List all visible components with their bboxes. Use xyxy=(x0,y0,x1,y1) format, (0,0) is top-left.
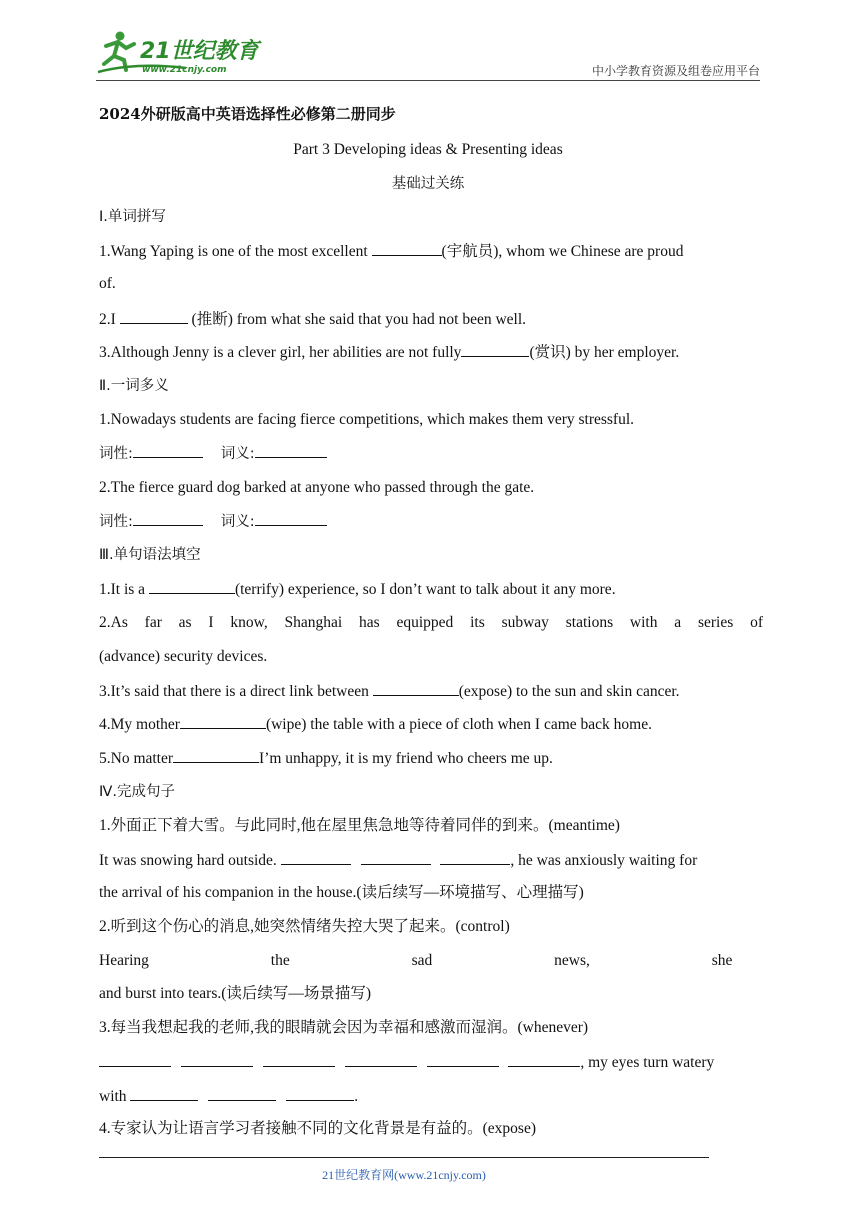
s2-q2: 2.The fierce guard dog barked at anyone who passed through the gate. xyxy=(99,479,535,496)
answer-blank[interactable] xyxy=(372,241,442,256)
s1-q3: 3.Although Jenny is a clever girl, her abilities are not fully (赏识) by her employer. xyxy=(99,344,680,361)
section-2-heading: Ⅱ.一词多义 xyxy=(99,378,169,394)
answer-blank[interactable] xyxy=(286,1086,354,1101)
answer-blank[interactable] xyxy=(99,1052,171,1067)
s3-q4: 4.My mother (wipe) the table with a piece of cloth when I came back home. xyxy=(99,716,652,733)
s3-q2-cont: (advance) security devices. xyxy=(99,648,268,665)
s3-q2: 2.As far as I know, Shanghai has equipped its subway stations with a series of xyxy=(99,614,763,631)
s1-q1: 1.Wang Yaping is one of the most excellent (宇航员), whom we Chinese are proud xyxy=(99,243,684,260)
answer-blank[interactable] xyxy=(208,1086,276,1101)
answer-blank[interactable] xyxy=(440,850,510,865)
pos-blank[interactable] xyxy=(133,443,203,458)
answer-blank[interactable] xyxy=(361,850,431,865)
section-1-heading: Ⅰ.单词拼写 xyxy=(99,209,166,225)
logo xyxy=(96,28,266,78)
answer-blank[interactable] xyxy=(181,1052,253,1067)
footer-link[interactable]: 21世纪教育网(www.21cnjy.com) xyxy=(322,1168,486,1182)
s3-q5: 5.No matter I’m unhappy, it is my friend who cheers me up. xyxy=(99,750,553,767)
header-divider xyxy=(96,80,760,81)
s4-q2-cont: and burst into tears.(读后续写—场景描写) xyxy=(99,985,372,1002)
meaning-blank[interactable] xyxy=(255,443,327,458)
meaning-blank[interactable] xyxy=(255,511,327,526)
answer-blank[interactable] xyxy=(373,681,459,696)
page-header xyxy=(96,28,760,82)
s3-q3: 3.It’s said that there is a direct link between (expose) to the sun and skin cancer. xyxy=(99,683,680,700)
answer-blank[interactable] xyxy=(149,579,235,594)
answer-blank[interactable] xyxy=(461,342,529,357)
answer-blank[interactable] xyxy=(120,309,188,324)
s4-q3-cont: with . xyxy=(99,1088,359,1105)
answer-blank[interactable] xyxy=(130,1086,198,1101)
s1-q1-cont: of. xyxy=(99,275,116,292)
s1-q2: 2.I (推断) from what she said that you had not been well. xyxy=(99,311,527,328)
pos-blank[interactable] xyxy=(133,511,203,526)
s2-q2-answers: 词性: 词义: xyxy=(99,511,763,532)
answer-blank[interactable] xyxy=(427,1052,499,1067)
section-4-heading: Ⅳ.完成句子 xyxy=(99,784,175,800)
answer-blank[interactable] xyxy=(345,1052,417,1067)
footer-divider xyxy=(99,1157,709,1158)
s4-q1-cn: 1.外面正下着大雪。与此同时,他在屋里焦急地等待着同伴的到来。(meantime) xyxy=(99,817,620,834)
s2-q1-answers: 词性: 词义: xyxy=(99,443,763,464)
answer-blank[interactable] xyxy=(508,1052,580,1067)
s3-q1: 1.It is a (terrify) experience, so I don’t want to talk about it any more. xyxy=(99,581,616,598)
svg-text:www.21cnjy.com: www.21cnjy.com xyxy=(142,65,227,75)
platform-name: 中小学教育资源及组卷应用平台 xyxy=(591,64,760,78)
answer-blank[interactable] xyxy=(263,1052,335,1067)
s4-q3-cn: 3.每当我想起我的老师,我的眼睛就会因为幸福和感激而湿润。(whenever) xyxy=(99,1019,589,1036)
s4-q2-cn: 2.听到这个伤心的消息,她突然情绪失控大哭了起来。(control) xyxy=(99,918,510,935)
s4-q1-cont: the arrival of his companion in the house.(读后续写—环境描写、心理描写) xyxy=(99,884,584,901)
s4-q2: Hearing the sad news, she xyxy=(99,952,733,969)
answer-blank[interactable] xyxy=(173,748,259,763)
answer-blank[interactable] xyxy=(281,850,351,865)
s4-q4-cn: 4.专家认为让语言学习者接触不同的文化背景是有益的。(expose) xyxy=(99,1120,536,1137)
svg-text:21世纪教育: 21世纪教育 xyxy=(140,39,259,64)
doc-title: 2024外研版高中英语选择性必修第二册同步 xyxy=(99,105,396,123)
section-3-heading: Ⅲ.单句语法填空 xyxy=(99,547,201,563)
s4-q3: , my eyes turn watery xyxy=(99,1052,763,1073)
answer-blank[interactable] xyxy=(180,714,266,729)
section-title: 基础过关练 xyxy=(391,176,465,192)
doc-subtitle: Part 3 Developing ideas & Presenting ideas xyxy=(293,141,563,158)
s2-q1: 1.Nowadays students are facing fierce competitions, which makes them very stressful. xyxy=(99,411,635,428)
s4-q1: It was snowing hard outside. , he was anxiously waiting for xyxy=(99,852,698,869)
